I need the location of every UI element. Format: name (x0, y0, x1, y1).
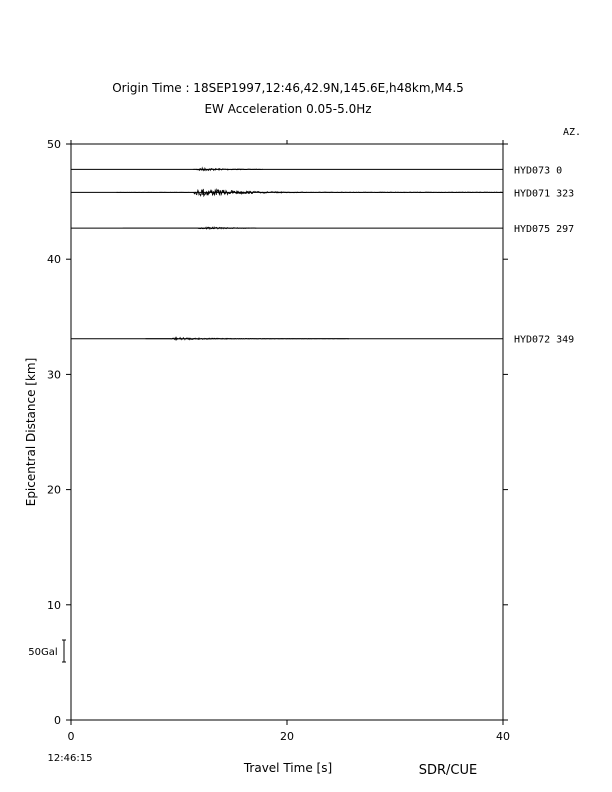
start-time-label: 12:46:15 (47, 753, 93, 764)
x-tick-label: 40 (496, 730, 510, 743)
station-labels (514, 165, 574, 345)
y-tick-label: 40 (47, 253, 61, 267)
y-tick-label: 50 (47, 138, 61, 151)
x-axis (68, 140, 511, 743)
seismogram-traces (71, 168, 503, 340)
seismogram-trace (123, 227, 256, 229)
y-axis-label: Epicentral Distance [km] (24, 357, 38, 507)
amplitude-scale-bar (28, 640, 66, 662)
y-tick-label: 10 (47, 598, 61, 612)
station-label: HYD073 0 (514, 165, 563, 177)
footer-label: SDR/CUE (418, 763, 478, 778)
chart-subtitle: EW Acceleration 0.05-5.0Hz (204, 102, 372, 116)
x-axis-label: Travel Time [s] (243, 761, 333, 775)
y-axis (47, 138, 508, 727)
station-label: HYD072 349 (514, 334, 575, 346)
azimuth-header-label: AZ. (563, 127, 582, 138)
scale-bar-label: 50Gal (28, 647, 58, 658)
seismogram-trace (193, 168, 263, 171)
y-tick-label: 20 (47, 483, 61, 497)
x-tick-label: 20 (280, 730, 294, 743)
x-tick-label: 0 (67, 730, 75, 743)
seismogram-trace (116, 189, 503, 196)
plot-frame (71, 144, 503, 720)
station-label: HYD071 323 (514, 188, 575, 200)
y-tick-label: 30 (47, 368, 61, 382)
chart-title: Origin Time : 18SEP1997,12:46,42.9N,145.6E,h48km,M4.5 (112, 81, 464, 95)
seismogram-trace (146, 338, 350, 340)
station-label: HYD075 297 (514, 224, 575, 236)
y-tick-label: 0 (54, 714, 61, 727)
